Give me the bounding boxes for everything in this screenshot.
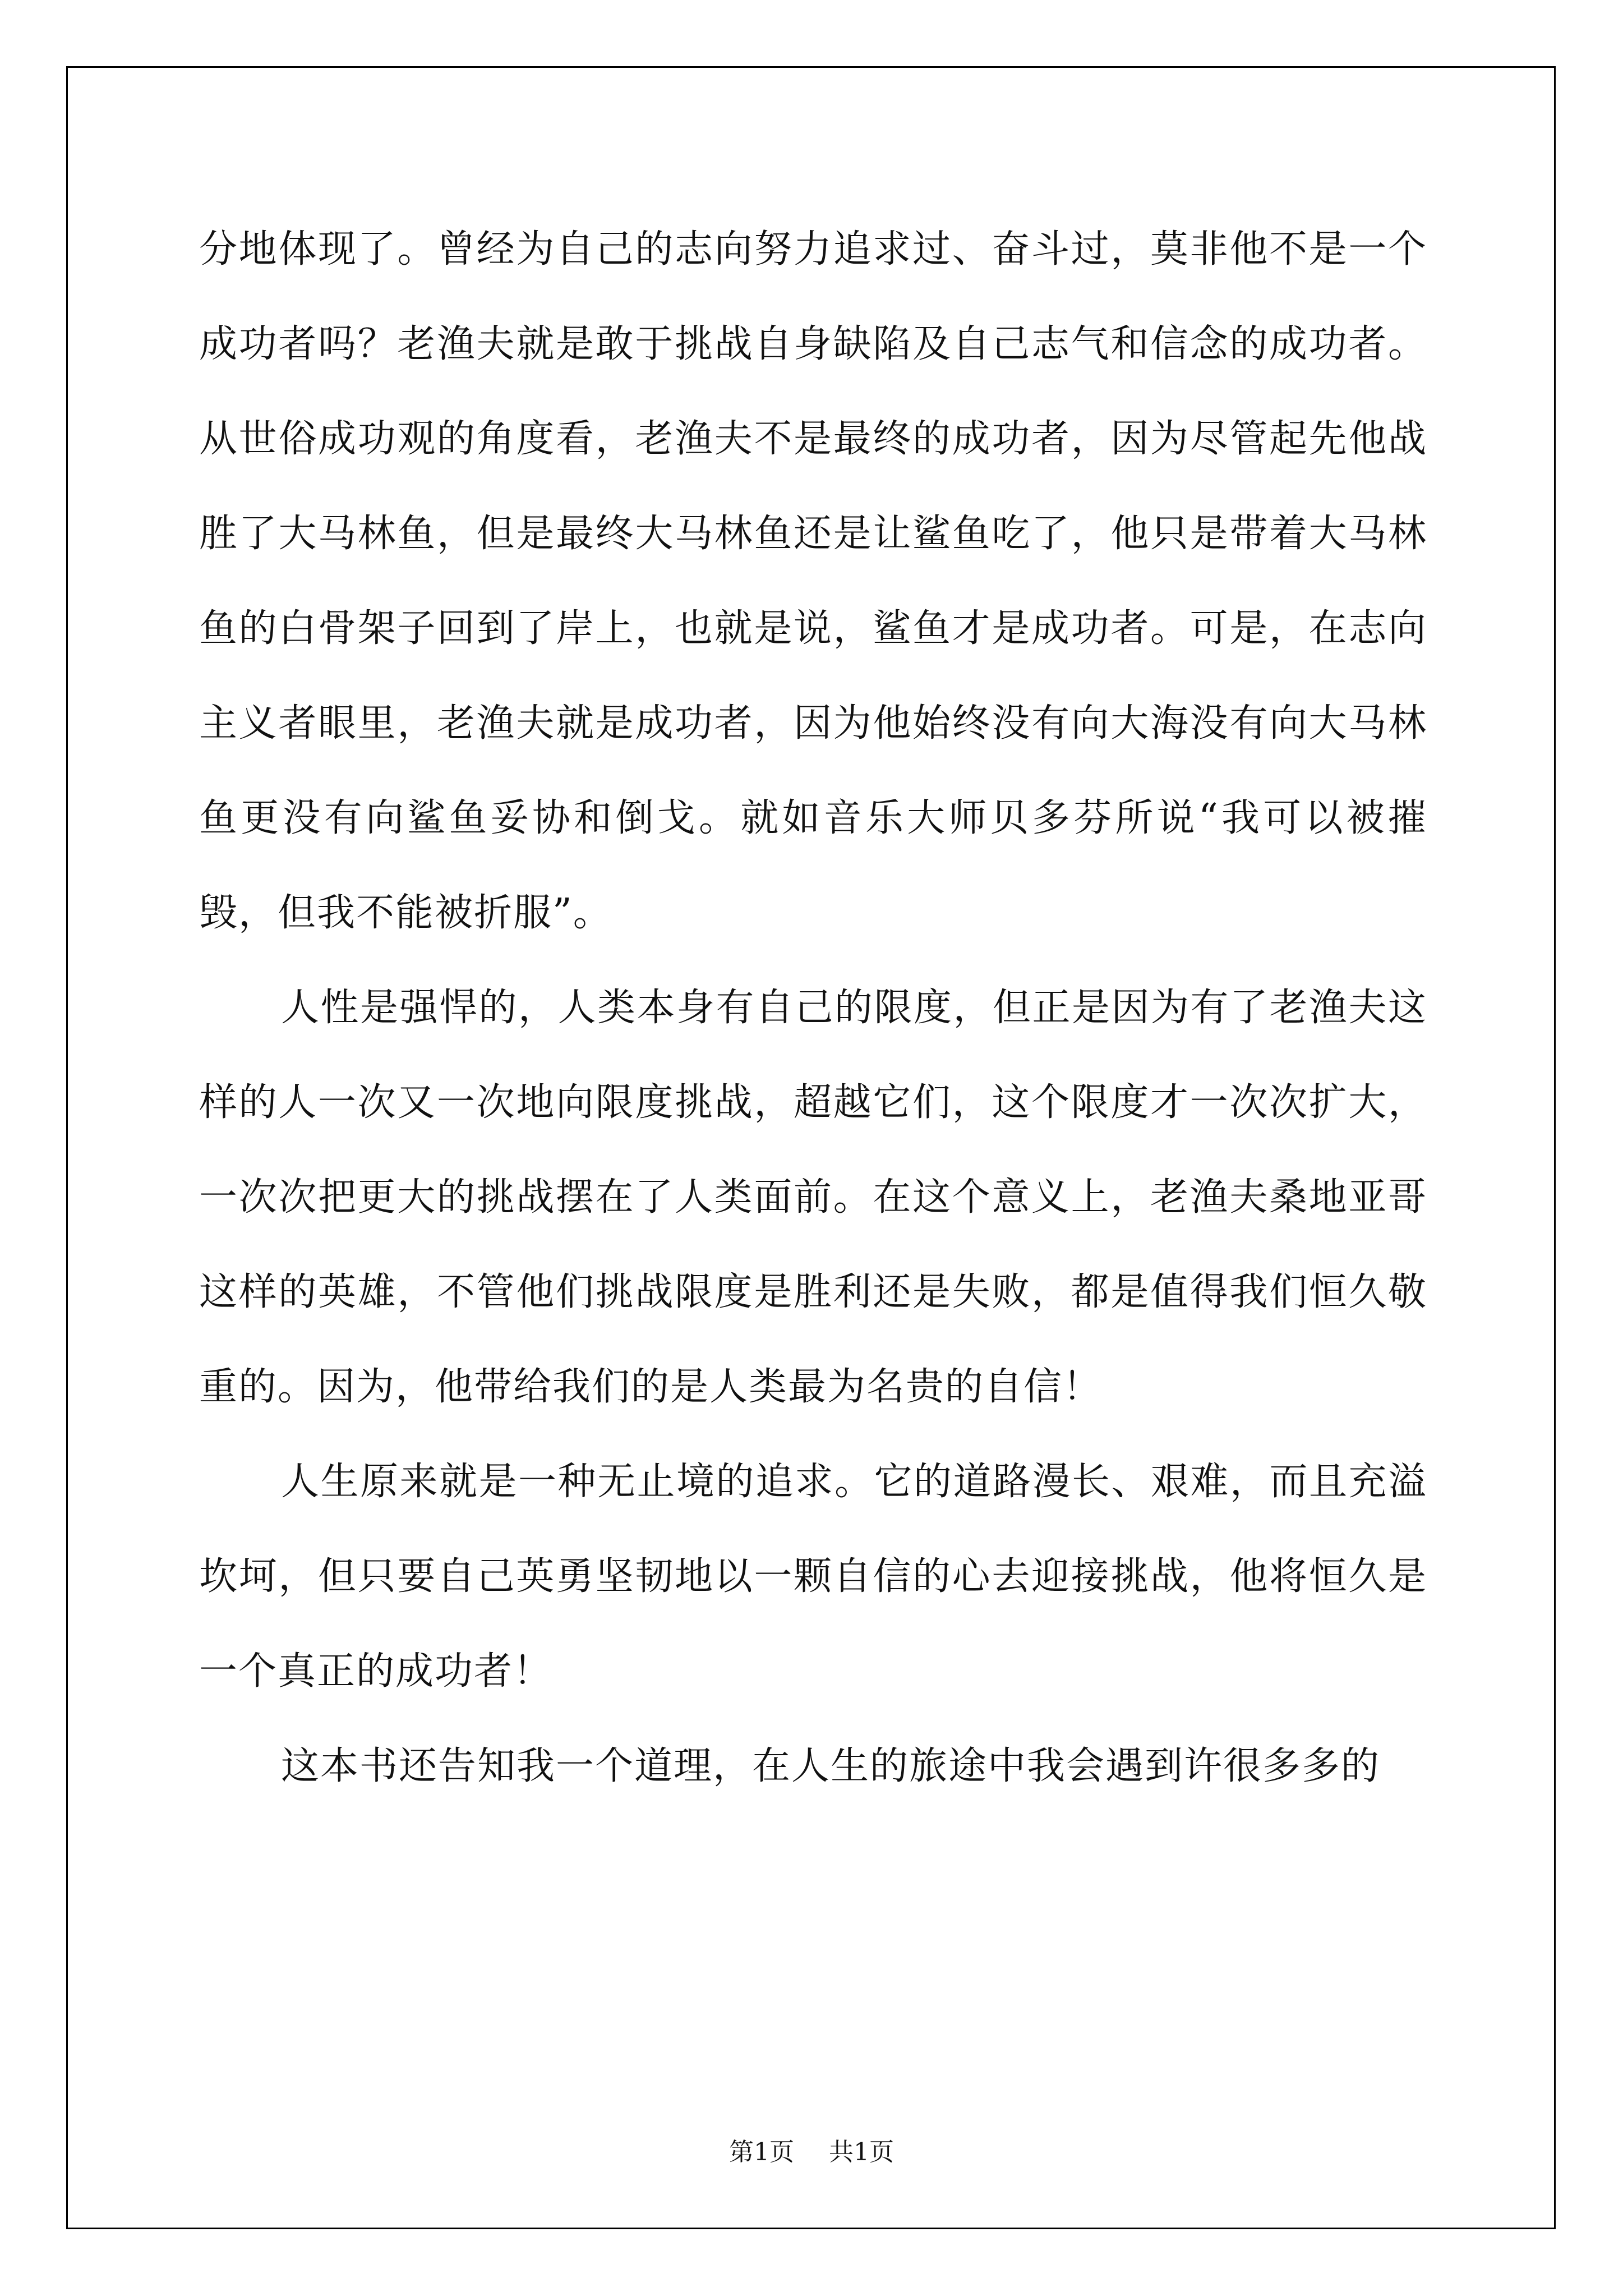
- document-body: [199, 202, 1427, 1814]
- paragraph-2: 人性是强悍的，人类本身有自己的限度，但正是因为有了老渔夫这样的人一次又一次地向限度挑战，超越它们，这个限度才一次次扩大，一次次把更大的挑战摆在了人类面前。在这个意义上，老渔夫桑地亚哥这样的英雄，不管他们挑战限度是胜利还是失败，都是值得我们恒久敬重的。因为，他带给我们的是人类最为名贵的自信！: [199, 986, 1427, 1409]
- paragraph-4: 这本书还告知我一个道理，在人生的旅途中我会遇到许很多多的: [281, 1744, 1381, 1788]
- paragraph-3: 人生原来就是一种无止境的追求。它的道路漫长、艰难，而且充溢坎坷，但只要自己英勇坚韧地以一颗自信的心去迎接挑战，他将恒久是一个真正的成功者！: [199, 1460, 1427, 1694]
- paragraph-1: 分地体现了。曾经为自己的志向努力追求过、奋斗过，莫非他不是一个成功者吗？老渔夫就是敢于挑战自身缺陷及自己志气和信念的成功者。从世俗成功观的角度看，老渔夫不是最终的成功者，因为尽管起先他战胜了大马林鱼，但是最终大马林鱼还是让鲨鱼吃了，他只是带着大马林鱼的白骨架子回到了岸上，也就是说，鲨鱼才是成功者。可是，在志向主义者眼里，老渔夫就是成功者，因为他始终没有向大海没有向大马林鱼更没有向鲨鱼妥协和倒戈。就如音乐大师贝多芬所说“我可以被摧毁，但我不能被折服”。: [199, 227, 1427, 935]
- page-footer: [0, 2132, 1623, 2168]
- page-total: 共1页: [829, 2138, 894, 2166]
- page-number: 第1页: [729, 2138, 794, 2166]
